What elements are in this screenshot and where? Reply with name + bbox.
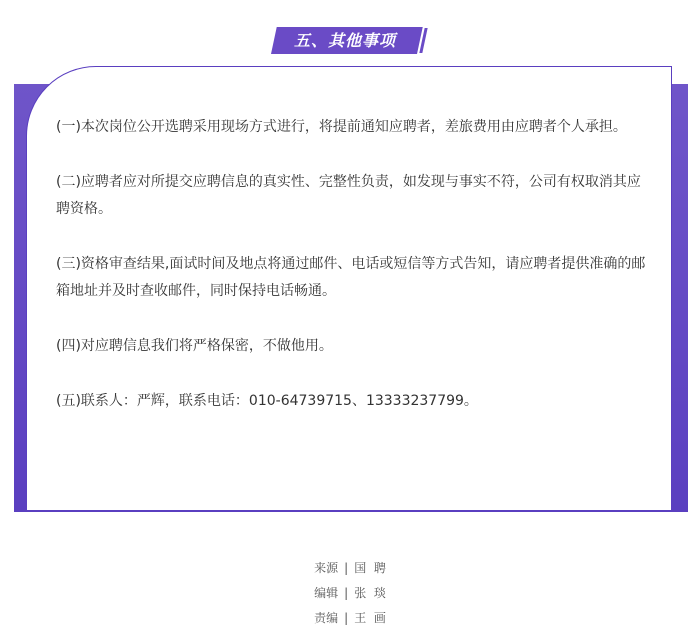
credits-footer <box>0 556 700 631</box>
credit-separator: | <box>344 586 349 600</box>
section-header <box>271 27 429 54</box>
section-title: 五、其他事项 <box>293 31 396 50</box>
credit-source <box>0 556 700 581</box>
credit-label: 责编 <box>314 611 339 625</box>
paragraph-2: (二)应聘者应对所提交应聘信息的真实性、完整性负责，如发现与事实不符，公司有权取消其应聘资格。 <box>56 174 641 217</box>
paragraph-4: (四)对应聘信息我们将严格保密，不做他用。 <box>56 338 333 354</box>
paragraph-3: (三)资格审查结果,面试时间及地点将通过邮件、电话或短信等方式告知，请应聘者提供准确的邮箱地址并及时查收邮件，同时保持电话畅通。 <box>56 256 646 299</box>
credit-editor <box>0 581 700 606</box>
credit-value: 国 聘 <box>354 561 386 575</box>
credit-chief-editor <box>0 606 700 631</box>
paragraph-1: (一)本次岗位公开选聘采用现场方式进行，将提前通知应聘者，差旅费用由应聘者个人承担。 <box>56 119 627 135</box>
credit-value: 王 画 <box>354 611 386 625</box>
paragraph-5: (五)联系人：严辉，联系电话：010-64739715、13333237799。 <box>56 393 478 409</box>
credit-label: 编辑 <box>314 586 339 600</box>
content-body <box>56 114 651 443</box>
credit-separator: | <box>344 561 349 575</box>
credit-label: 来源 <box>314 561 339 575</box>
credit-value: 张 琰 <box>354 586 386 600</box>
credit-separator: | <box>344 611 349 625</box>
